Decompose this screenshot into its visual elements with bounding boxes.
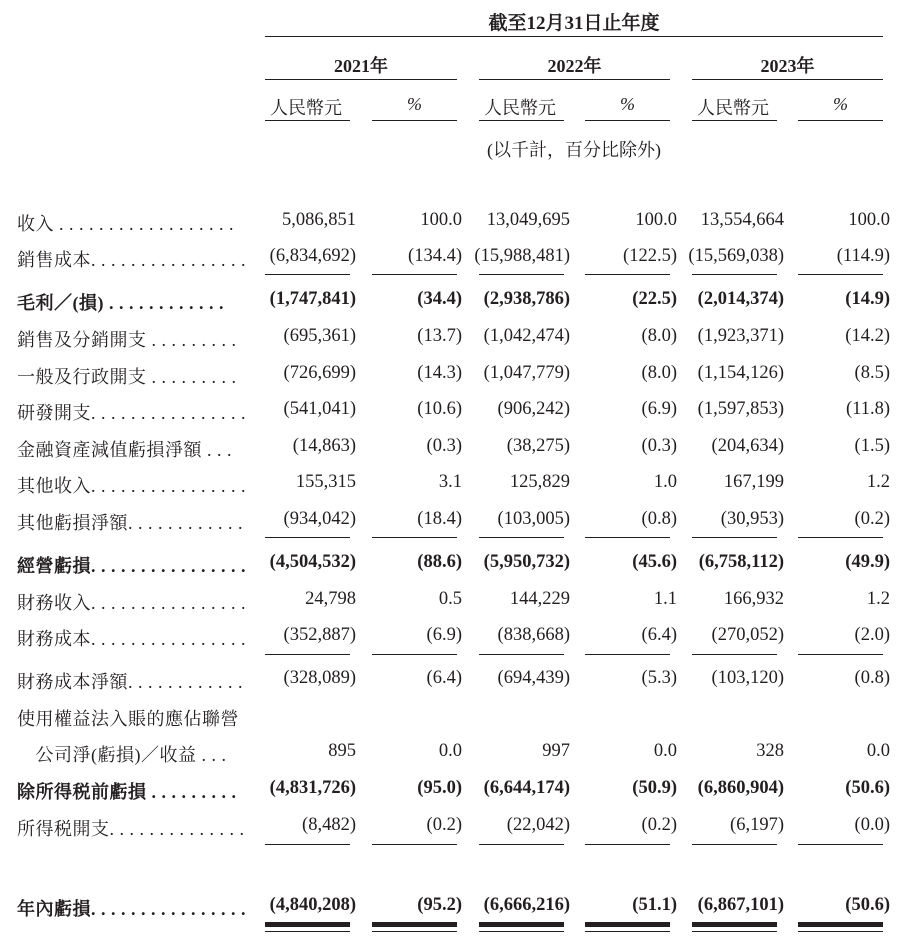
year-rule (479, 79, 670, 80)
subtotal-rule (372, 844, 457, 845)
cell-pct-2021: (18.4) (417, 509, 462, 529)
cell-rmb-2022: (838,668) (497, 625, 570, 645)
cell-rmb-2023: (30,953) (720, 509, 784, 529)
cell-pct-2021: (0.3) (426, 436, 462, 456)
cell-rmb-2022: (1,042,474) (483, 326, 570, 346)
cell-pct-2022: (45.6) (632, 552, 677, 572)
cell-rmb-2021: (541,041) (283, 399, 356, 419)
cell-pct-2023: (14.2) (845, 326, 890, 346)
cell-pct-2021: (88.6) (417, 552, 462, 572)
cell-pct-2023: (0.8) (854, 668, 890, 688)
cell-rmb-2021: 155,315 (295, 472, 356, 492)
subtotal-rule (372, 537, 457, 538)
cell-pct-2022: (22.5) (632, 289, 677, 309)
subtotal-rule (798, 844, 883, 845)
cell-rmb-2021: (8,482) (302, 815, 356, 835)
cell-rmb-2023: 328 (756, 741, 784, 761)
total-rule-thin (372, 931, 457, 932)
row-label: 財務成本淨額. . . . . . . . . . . . (17, 672, 243, 692)
cell-pct-2023: 0.0 (866, 741, 890, 761)
cell-rmb-2022: 125,829 (509, 472, 570, 492)
cell-pct-2023: (8.5) (854, 363, 890, 383)
row-label: 經營虧損. . . . . . . . . . . . . . . . (17, 556, 246, 576)
cell-pct-2022: (0.3) (641, 436, 677, 456)
row-label: 金融資產減值虧損淨額 . . . (17, 440, 232, 460)
subtotal-rule (692, 274, 777, 275)
cell-pct-2021: (95.0) (417, 778, 462, 798)
subtotal-rule (798, 274, 883, 275)
subtotal-rule (798, 537, 883, 538)
cell-rmb-2023: (1,597,853) (697, 399, 784, 419)
year-rule (265, 79, 457, 80)
total-rule-thick (372, 922, 457, 927)
cell-rmb-2023: (204,634) (711, 436, 784, 456)
total-rule-thin (265, 931, 350, 932)
cell-rmb-2022: (15,988,481) (474, 246, 570, 266)
pct-header: % (833, 94, 848, 114)
year-2021-header: 2021年 (334, 56, 388, 76)
cell-pct-2021: 3.1 (438, 472, 462, 492)
cell-rmb-2021: (14,863) (292, 436, 356, 456)
cell-pct-2022: (122.5) (623, 246, 677, 266)
total-rule-thin (798, 931, 883, 932)
cell-rmb-2022: (694,439) (497, 668, 570, 688)
cell-pct-2022: (6.4) (641, 625, 677, 645)
unit-header: 人民幣元 (270, 98, 342, 118)
subtotal-rule (372, 654, 457, 655)
cell-pct-2021: (13.7) (417, 326, 462, 346)
subtotal-rule (265, 274, 350, 275)
cell-pct-2022: (8.0) (641, 363, 677, 383)
cell-rmb-2023: 167,199 (723, 472, 784, 492)
period-heading: 截至12月31日止年度 (488, 13, 660, 34)
cell-pct-2022: 1.0 (653, 472, 677, 492)
cell-pct-2022: (5.3) (641, 668, 677, 688)
cell-pct-2021: (134.4) (408, 246, 462, 266)
cell-rmb-2022: (103,005) (497, 509, 570, 529)
cell-pct-2023: (49.9) (845, 552, 890, 572)
cell-rmb-2022: (1,047,779) (483, 363, 570, 383)
cell-pct-2021: (6.9) (426, 625, 462, 645)
cell-pct-2022: (8.0) (641, 326, 677, 346)
cell-rmb-2021: (934,042) (283, 509, 356, 529)
cell-rmb-2023: (1,154,126) (697, 363, 784, 383)
subtotal-rule (479, 654, 564, 655)
total-rule-thin (692, 931, 777, 932)
cell-pct-2023: (50.6) (845, 778, 890, 798)
cell-rmb-2021: 895 (328, 741, 356, 761)
cell-rmb-2021: (6,834,692) (269, 246, 356, 266)
cell-rmb-2022: 144,229 (509, 589, 570, 609)
row-label: 所得税開支. . . . . . . . . . . . . . (17, 819, 245, 839)
cell-pct-2021: (10.6) (417, 399, 462, 419)
row-label: 銷售成本. . . . . . . . . . . . . . . . (17, 250, 246, 270)
unit-rule (265, 120, 350, 121)
total-rule-thin (479, 931, 564, 932)
cell-rmb-2022: (906,242) (497, 399, 570, 419)
cell-rmb-2023: (6,197) (730, 815, 784, 835)
cell-pct-2023: (14.9) (845, 289, 890, 309)
cell-rmb-2023: 166,932 (723, 589, 784, 609)
cell-rmb-2022: (22,042) (506, 815, 570, 835)
cell-pct-2021: (0.2) (426, 815, 462, 835)
unit-header: 人民幣元 (484, 98, 556, 118)
cell-rmb-2021: (1,747,841) (269, 289, 356, 309)
cell-rmb-2023: (15,569,038) (688, 246, 784, 266)
pct-header: % (407, 94, 422, 114)
subtotal-rule (265, 844, 350, 845)
cell-rmb-2023: (1,923,371) (697, 326, 784, 346)
cell-pct-2023: (50.6) (845, 895, 890, 915)
cell-pct-2021: 100.0 (420, 210, 462, 230)
subtotal-rule (692, 537, 777, 538)
cell-rmb-2021: 5,086,851 (282, 210, 356, 230)
cell-pct-2022: (6.9) (641, 399, 677, 419)
unit-rule (692, 120, 777, 121)
cell-pct-2023: (2.0) (854, 625, 890, 645)
header-rule (265, 36, 883, 37)
subtotal-rule (798, 654, 883, 655)
cell-pct-2023: (0.2) (854, 509, 890, 529)
cell-pct-2023: (114.9) (836, 246, 890, 266)
subtotal-rule (585, 844, 670, 845)
cell-pct-2022: 0.0 (653, 741, 677, 761)
cell-pct-2023: (1.5) (854, 436, 890, 456)
row-label: 銷售及分銷開支 . . . . . . . . . (17, 330, 237, 350)
subtotal-rule (479, 844, 564, 845)
row-label: 研發開支. . . . . . . . . . . . . . . . (17, 403, 246, 423)
units-note: (以千計，百分比除外) (487, 140, 661, 160)
cell-pct-2021: (34.4) (417, 289, 462, 309)
row-label: 除所得税前虧損 . . . . . . . . . (17, 782, 237, 802)
cell-pct-2022: (51.1) (632, 895, 677, 915)
cell-rmb-2023: 13,554,664 (700, 210, 784, 230)
cell-rmb-2023: (6,867,101) (697, 895, 784, 915)
row-label: 年內虧損. . . . . . . . . . . . . . . . (17, 899, 246, 919)
row-label: 財務成本. . . . . . . . . . . . . . . . (17, 629, 246, 649)
cell-pct-2022: (0.2) (641, 815, 677, 835)
cell-rmb-2022: 13,049,695 (486, 210, 570, 230)
cell-pct-2021: (6.4) (426, 668, 462, 688)
cell-rmb-2023: (6,758,112) (698, 552, 784, 572)
total-rule-thick (479, 922, 564, 927)
unit-rule (479, 120, 564, 121)
unit-rule (585, 120, 670, 121)
subtotal-rule (372, 274, 457, 275)
row-label: 使用權益法入賬的應佔聯營 (17, 709, 239, 729)
subtotal-rule (692, 654, 777, 655)
total-rule-thick (692, 922, 777, 927)
cell-rmb-2023: (2,014,374) (697, 289, 784, 309)
row-label: 收入 . . . . . . . . . . . . . . . . . . (17, 214, 234, 234)
year-2022-header: 2022年 (547, 56, 602, 76)
subtotal-rule (479, 537, 564, 538)
cell-pct-2022: (0.8) (641, 509, 677, 529)
cell-rmb-2022: (6,666,216) (483, 895, 570, 915)
cell-rmb-2023: (270,052) (711, 625, 784, 645)
cell-rmb-2021: (726,699) (283, 363, 356, 383)
subtotal-rule (692, 844, 777, 845)
subtotal-rule (265, 537, 350, 538)
cell-rmb-2021: (695,361) (283, 326, 356, 346)
cell-pct-2023: (11.8) (845, 399, 890, 419)
cell-rmb-2021: (4,504,532) (269, 552, 356, 572)
cell-rmb-2022: (6,644,174) (483, 778, 570, 798)
cell-pct-2023: 1.2 (866, 589, 890, 609)
cell-pct-2021: 0.0 (438, 741, 462, 761)
total-rule-thin (585, 931, 670, 932)
year-2023-header: 2023年 (760, 56, 815, 76)
cell-rmb-2022: (38,275) (506, 436, 570, 456)
subtotal-rule (585, 274, 670, 275)
cell-rmb-2023: (103,120) (711, 668, 784, 688)
row-label: 一般及行政開支 . . . . . . . . . (17, 367, 237, 387)
cell-pct-2021: (14.3) (417, 363, 462, 383)
cell-pct-2023: (0.0) (854, 815, 890, 835)
pct-header: % (620, 94, 635, 114)
row-label: 其他虧損淨額. . . . . . . . . . . . (17, 513, 243, 533)
cell-rmb-2021: 24,798 (305, 589, 356, 609)
cell-rmb-2021: (4,840,208) (269, 895, 356, 915)
subtotal-rule (265, 654, 350, 655)
cell-rmb-2021: (328,089) (283, 668, 356, 688)
cell-pct-2022: 100.0 (635, 210, 677, 230)
total-rule-thick (265, 922, 350, 927)
year-rule (692, 79, 883, 80)
row-label: 財務收入. . . . . . . . . . . . . . . . (17, 593, 246, 613)
total-rule-thick (798, 922, 883, 927)
cell-pct-2022: (50.9) (632, 778, 677, 798)
subtotal-rule (585, 537, 670, 538)
cell-rmb-2022: (5,950,732) (483, 552, 570, 572)
cell-pct-2022: 1.1 (653, 589, 677, 609)
cell-pct-2023: 1.2 (866, 472, 890, 492)
cell-rmb-2022: 997 (542, 741, 570, 761)
unit-rule (372, 120, 457, 121)
unit-rule (798, 120, 883, 121)
row-label: 公司淨(虧損)／收益 . . . (17, 745, 227, 765)
cell-pct-2021: 0.5 (438, 589, 462, 609)
unit-header: 人民幣元 (697, 98, 769, 118)
total-rule-thick (585, 922, 670, 927)
cell-pct-2023: 100.0 (848, 210, 890, 230)
cell-rmb-2023: (6,860,904) (697, 778, 784, 798)
cell-pct-2021: (95.2) (417, 895, 462, 915)
cell-rmb-2022: (2,938,786) (483, 289, 570, 309)
subtotal-rule (585, 654, 670, 655)
row-label: 毛利／(損) . . . . . . . . . . . . (17, 293, 224, 313)
row-label: 其他收入. . . . . . . . . . . . . . . . (17, 476, 246, 496)
cell-rmb-2021: (352,887) (283, 625, 356, 645)
subtotal-rule (479, 274, 564, 275)
cell-rmb-2021: (4,831,726) (269, 778, 356, 798)
